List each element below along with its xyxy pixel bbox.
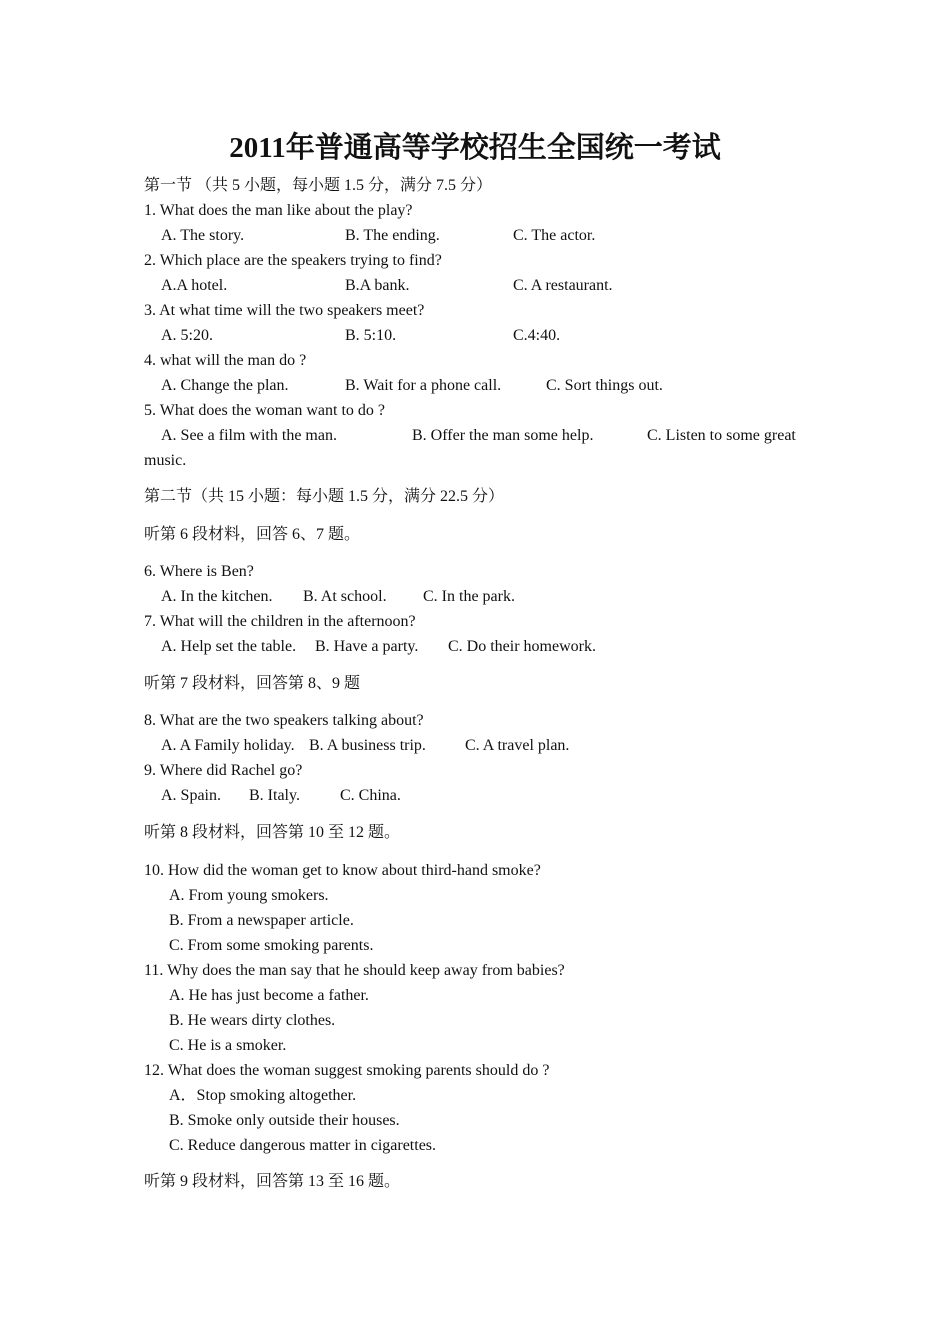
section2-header: 第二节（共 15 小题：每小题 1.5 分，满分 22.5 分）: [144, 488, 505, 505]
question-2: 2. Which place are the speakers trying to find?: [144, 252, 442, 269]
q1-option-c: C. The actor.: [513, 227, 596, 244]
question-9: 9. Where did Rachel go?: [144, 762, 303, 779]
q9-option-c: C. China.: [340, 787, 401, 804]
q11-option-c: C. He is a smoker.: [169, 1037, 287, 1054]
q12-option-a: A．Stop smoking altogether.: [169, 1087, 357, 1104]
q1-option-a: A. The story.: [161, 227, 245, 244]
q2-option-c: C. A restaurant.: [513, 277, 613, 294]
question-6: 6. Where is Ben?: [144, 563, 254, 580]
question-10: 10. How did the woman get to know about third-hand smoke?: [144, 862, 541, 879]
q6-option-c: C. In the park.: [423, 588, 515, 605]
question-7: 7. What will the children in the afternoon?: [144, 613, 416, 630]
q2-option-b: B.A bank.: [345, 277, 410, 294]
question-5: 5. What does the woman want to do ?: [144, 402, 385, 419]
q12-option-c: C. Reduce dangerous matter in cigarettes.: [169, 1137, 437, 1154]
q3-option-b: B. 5:10.: [345, 327, 397, 344]
question-1: 1. What does the man like about the play?: [144, 202, 413, 219]
q7-option-c: C. Do their homework.: [448, 638, 596, 655]
q8-option-a: A. A Family holiday.: [161, 737, 295, 754]
q5-option-a: A. See a film with the man.: [161, 427, 337, 444]
question-4: 4. what will the man do ?: [144, 352, 307, 369]
q10-option-c: C. From some smoking parents.: [169, 937, 374, 954]
q3-option-c: C.4:40.: [513, 327, 561, 344]
q7-option-b: B. Have a party.: [315, 638, 419, 655]
passage-8-instruction: 听第 8 段材料，回答第 10 至 12 题。: [144, 824, 401, 841]
question-11: 11. Why does the man say that he should keep away from babies?: [144, 962, 565, 979]
q8-option-c: C. A travel plan.: [465, 737, 570, 754]
page-title: 2011年普通高等学校招生全国统一考试: [229, 132, 721, 164]
q9-option-a: A. Spain.: [161, 787, 221, 804]
q11-option-b: B. He wears dirty clothes.: [169, 1012, 336, 1029]
q2-option-a: A.A hotel.: [161, 277, 228, 294]
q4-option-c: C. Sort things out.: [546, 377, 663, 394]
passage-7-instruction: 听第 7 段材料，回答第 8、9 题: [144, 675, 361, 692]
q12-option-b: B. Smoke only outside their houses.: [169, 1112, 400, 1129]
q9-option-b: B. Italy.: [249, 787, 300, 804]
passage-9-instruction: 听第 9 段材料，回答第 13 至 16 题。: [144, 1173, 401, 1190]
q10-option-b: B. From a newspaper article.: [169, 912, 354, 929]
q6-option-a: A. In the kitchen.: [161, 588, 273, 605]
q5-option-c-wrap: music.: [144, 452, 187, 469]
q11-option-a: A. He has just become a father.: [169, 987, 369, 1004]
q7-option-a: A. Help set the table.: [161, 638, 297, 655]
q8-option-b: B. A business trip.: [309, 737, 426, 754]
q4-option-b: B. Wait for a phone call.: [345, 377, 502, 394]
q5-option-b: B. Offer the man some help.: [412, 427, 594, 444]
q1-option-b: B. The ending.: [345, 227, 440, 244]
question-12: 12. What does the woman suggest smoking parents should do ?: [144, 1062, 550, 1079]
question-8: 8. What are the two speakers talking about?: [144, 712, 424, 729]
section1-header: 第一节 （共 5 小题，每小题 1.5 分，满分 7.5 分）: [144, 177, 493, 194]
q4-option-a: A. Change the plan.: [161, 377, 289, 394]
q3-option-a: A. 5:20.: [161, 327, 213, 344]
passage-6-instruction: 听第 6 段材料，回答 6、7 题。: [144, 526, 361, 543]
q5-option-c: C. Listen to some great: [647, 427, 796, 444]
q6-option-b: B. At school.: [303, 588, 387, 605]
q10-option-a: A. From young smokers.: [169, 887, 329, 904]
question-3: 3. At what time will the two speakers meet?: [144, 302, 425, 319]
